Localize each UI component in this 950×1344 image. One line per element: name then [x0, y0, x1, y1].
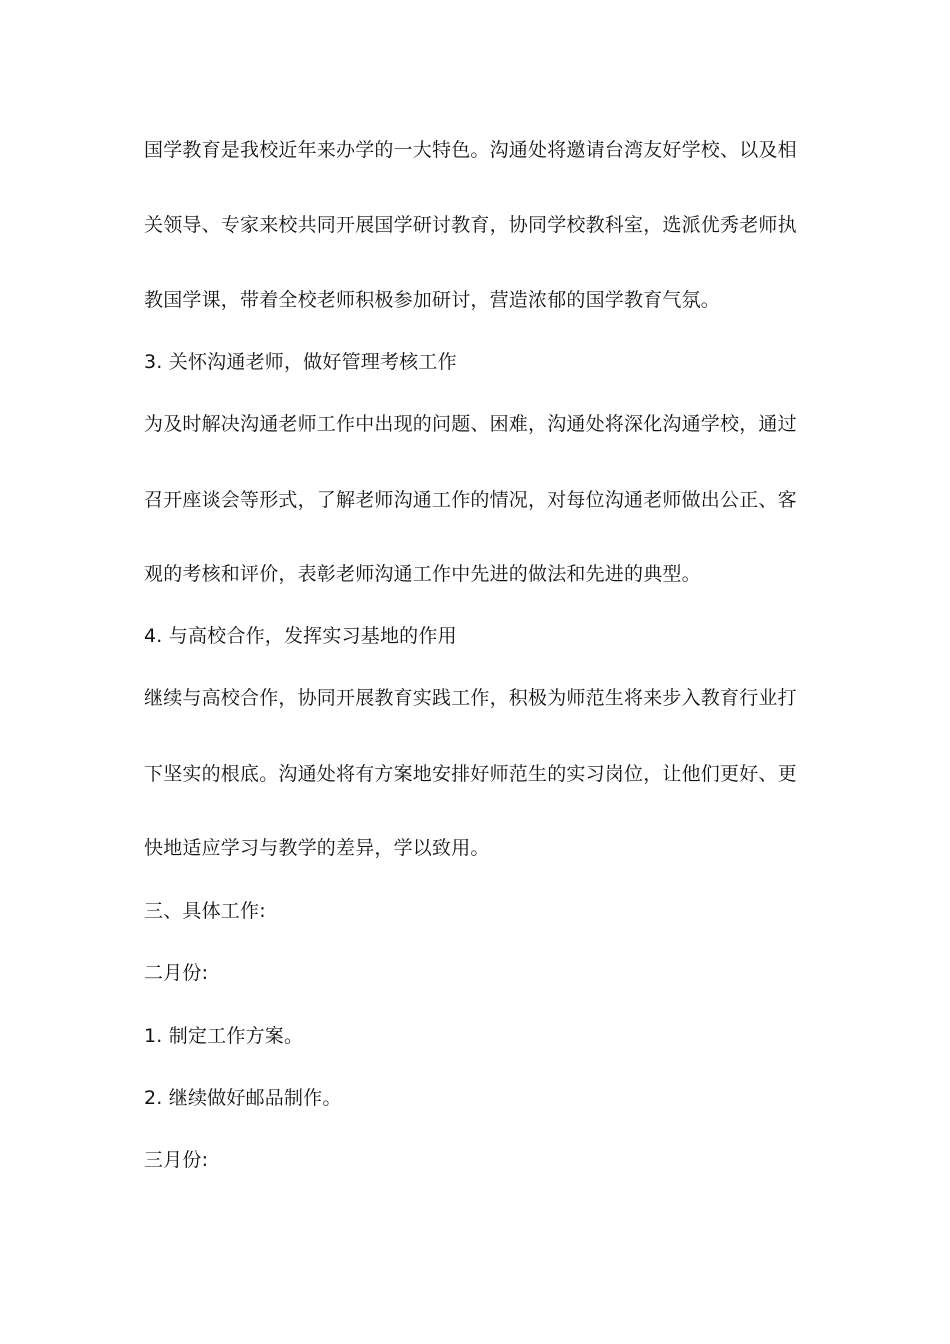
month-heading: 二月份: — [144, 962, 209, 984]
paragraph-line: 继续与高校合作，协同开展教育实践工作，积极为师范生将来步入教育行业打 — [144, 687, 797, 709]
list-item: 1. 制定工作方案。 — [144, 1025, 304, 1047]
paragraph-line: 召开座谈会等形式，了解老师沟通工作的情况，对每位沟通老师做出公正、客 — [144, 489, 797, 511]
paragraph-line: 关领导、专家来校共同开展国学研讨教育，协同学校教科室，选派优秀老师执 — [144, 214, 797, 236]
paragraph-line: 观的考核和评价，表彰老师沟通工作中先进的做法和先进的典型。 — [144, 563, 701, 585]
list-item: 2. 继续做好邮品制作。 — [144, 1087, 342, 1109]
section-heading: 4. 与高校合作，发挥实习基地的作用 — [144, 625, 457, 647]
section-heading: 3. 关怀沟通老师，做好管理考核工作 — [144, 351, 457, 373]
paragraph-line: 快地适应学习与教学的差异，学以致用。 — [144, 837, 490, 859]
month-heading: 三月份: — [144, 1149, 209, 1171]
paragraph-line: 下坚实的根底。沟通处将有方案地安排好师范生的实习岗位，让他们更好、更 — [144, 763, 797, 785]
paragraph-line: 教国学课，带着全校老师积极参加研讨，营造浓郁的国学教育气氛。 — [144, 289, 721, 311]
paragraph-line: 国学教育是我校近年来办学的一大特色。沟通处将邀请台湾友好学校、以及相 — [144, 139, 797, 161]
section-heading: 三、具体工作: — [144, 900, 266, 922]
paragraph-line: 为及时解决沟通老师工作中出现的问题、困难，沟通处将深化沟通学校，通过 — [144, 413, 797, 435]
